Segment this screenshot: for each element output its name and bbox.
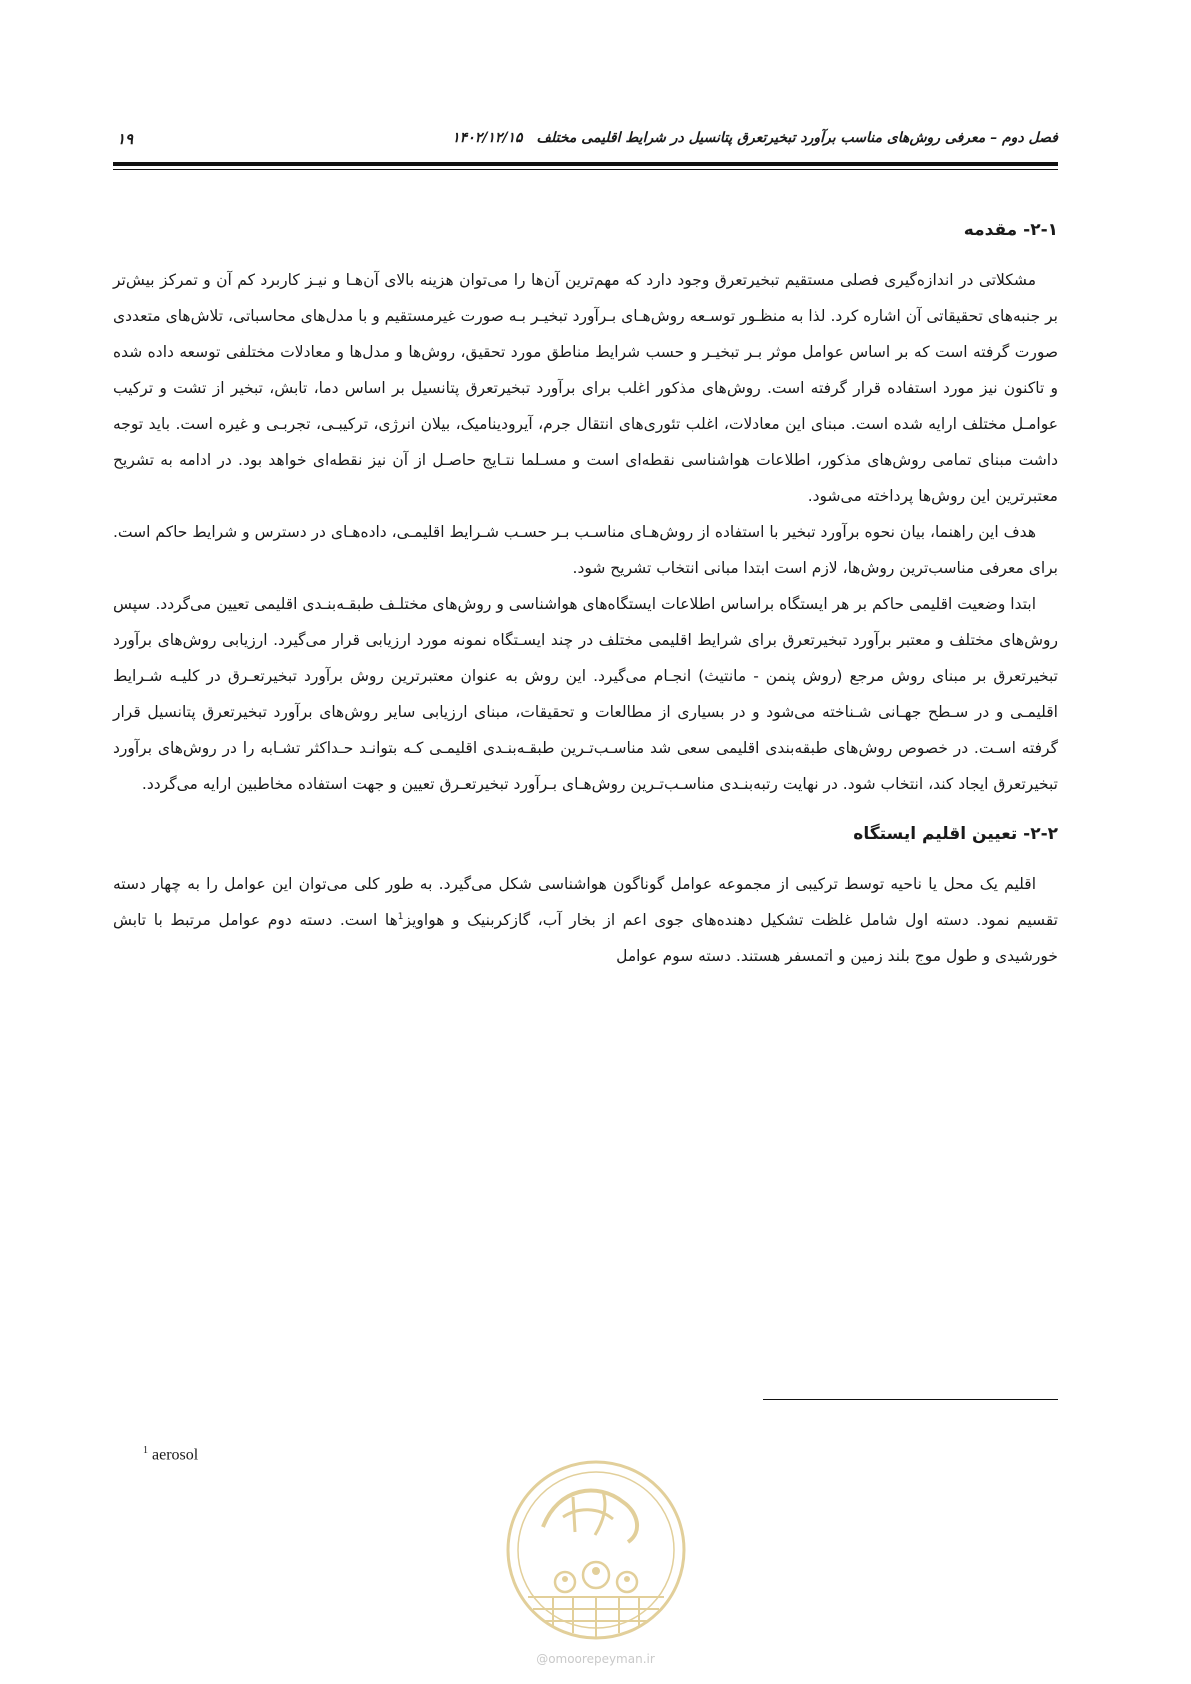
chapter-title: فصل دوم – معرفی روش‌های مناسب برآورد تبخیرتعرق پتانسیل در شرایط اقلیمی مختلف (536, 130, 1058, 146)
footnote-reference[interactable]: 1 (397, 911, 404, 922)
page-number: ۱۹ (117, 130, 134, 148)
paragraph: هدف این راهنما، بیان نحوه برآورد تبخیر با استفاده از روش‌هـای مناسـب بـر حسـب شـرایط اقلیمـی، داده‌هـای در دسترس و شرایط حاکم است. برای معرفی مناسب‌ترین روش‌ها، لازم است ابتدا مبانی انتخاب تشریح شود. (113, 523, 1058, 577)
watermark-site: @omoorepeyman.ir (536, 1652, 655, 1666)
header-date: ۱۴۰۲/۱۲/۱۵ (452, 130, 523, 146)
running-header (452, 130, 1058, 146)
header-rule-thick (113, 162, 1058, 166)
section-heading-introduction: ۲-۱- مقدمه (963, 220, 1058, 240)
paragraph-text: ها است. دسته دوم عوامل مرتبط با تابش خورشیدی و طول موج بلند زمین و اتمسفر هستند. دسته سوم عوامل (113, 911, 1058, 965)
main-content (113, 218, 1058, 974)
paragraph (113, 866, 1058, 974)
page-header (113, 128, 1058, 158)
header-rule-thin (113, 169, 1058, 170)
footnote-text: aerosol (152, 1446, 199, 1464)
footnote-separator (763, 1399, 1058, 1400)
footnote (143, 1445, 198, 1464)
paragraph: مشکلاتی در اندازه‌گیری فصلی مستقیم تبخیرتعرق وجود دارد که مهم‌ترین آن‌ها را می‌توان هزینه بالای آن‌هـا و نیـز کاربرد کم آن و تمرکز بیش‌تر بر جنبه‌های تحقیقاتی آن اشاره کرد. لذا به منظـور توسـعه روش‌هـای بـرآورد تبخیـر بـه صورت غیرمستقیم و با مدل‌های محاسباتی، تلاش‌های متعددی صورت گرفته است که بر اساس عوامل موثر بـر تبخیـر و حسب شرایط مناطق مورد تحقیق، روش‌ها و مدل‌ها و معادلات مختلفی توسعه داده شده و تاکنون نیز مورد استفاده قرار گرفته است. روش‌های مذکور اغلب برای برآورد تبخیرتعرق پتانسیل بر اساس دما، تابش، تبخیر از تشت و ترکیب عوامـل مختلف ارایه شده است. مبنای این معادلات، اغلب تئوری‌های انتقال جرم، آیرودینامیک، بیلان انرژی، ترکیبـی، تجربـی و غیره است. باید توجه داشت مبنای تمامی روش‌های مذکور، اطلاعات هواشناسی نقطه‌ای است و مسـلما نتـایج حاصـل از آن نیز نقطه‌ای خواهد بود. در ادامه به تشریح معتبرترین این روش‌ها پرداخته می‌شود. (113, 271, 1058, 505)
section-heading-station-climate: ۲-۲- تعیین اقلیم ایستگاه (853, 824, 1058, 844)
footnote-number: 1 (143, 1445, 148, 1456)
paragraph: ابتدا وضعیت اقلیمی حاکم بر هر ایستگاه براساس اطلاعات ایستگاه‌های هواشناسی و روش‌های مختلـف طبقـه‌بنـدی اقلیمی تعیین می‌گردد. سپس روش‌های مختلف و معتبر برآورد تبخیرتعرق برای شرایط اقلیمی مختلف در چند ایسـتگاه نمونه مورد ارزیابی قرار می‌گیرد. ارزیابی روش‌های برآورد تبخیرتعرق بر مبنای روش مرجع (روش پنمن - مانتیث) انجـام می‌گیرد. این روش به عنوان معتبرترین روش برآورد تبخیرتعـرق در کلیـه شـرایط اقلیمـی و در سـطح جهـانی شـناخته می‌شود و در بسیاری از مطالعات و تحقیقات، مبنای ارزیابی سایر روش‌های برآورد تبخیرتعرق پتانسیل قرار گرفته اسـت. در خصوص روش‌های طبقه‌بندی اقلیمی سعی شد مناسـب‌تـرین طبقـه‌بنـدی اقلیمـی کـه بتوانـد حـداکثر تشـابه را در روش‌های برآورد تبخیرتعرق ایجاد کند، انتخاب شود. در نهایت رتبه‌بنـدی مناسـب‌تـرین روش‌هـای بـرآورد تبخیرتعـرق تعیین و جهت استفاده مخاطبین ارایه می‌گردد. (113, 595, 1058, 793)
paragraph-text: اقلیم یک محل یا ناحیه توسط ترکیبی از مجموعه عوامل گوناگون هواشناسی شکل می‌گیرد. به طور کلی می‌توان این عوامل را به چهار دسته تقسیم نمود. دسته اول شامل غلظت تشکیل دهنده‌های جوی اعم از بخار آب، گازکربنیک و هواویز (113, 875, 1058, 929)
watermark-seal-logo (503, 1457, 689, 1643)
